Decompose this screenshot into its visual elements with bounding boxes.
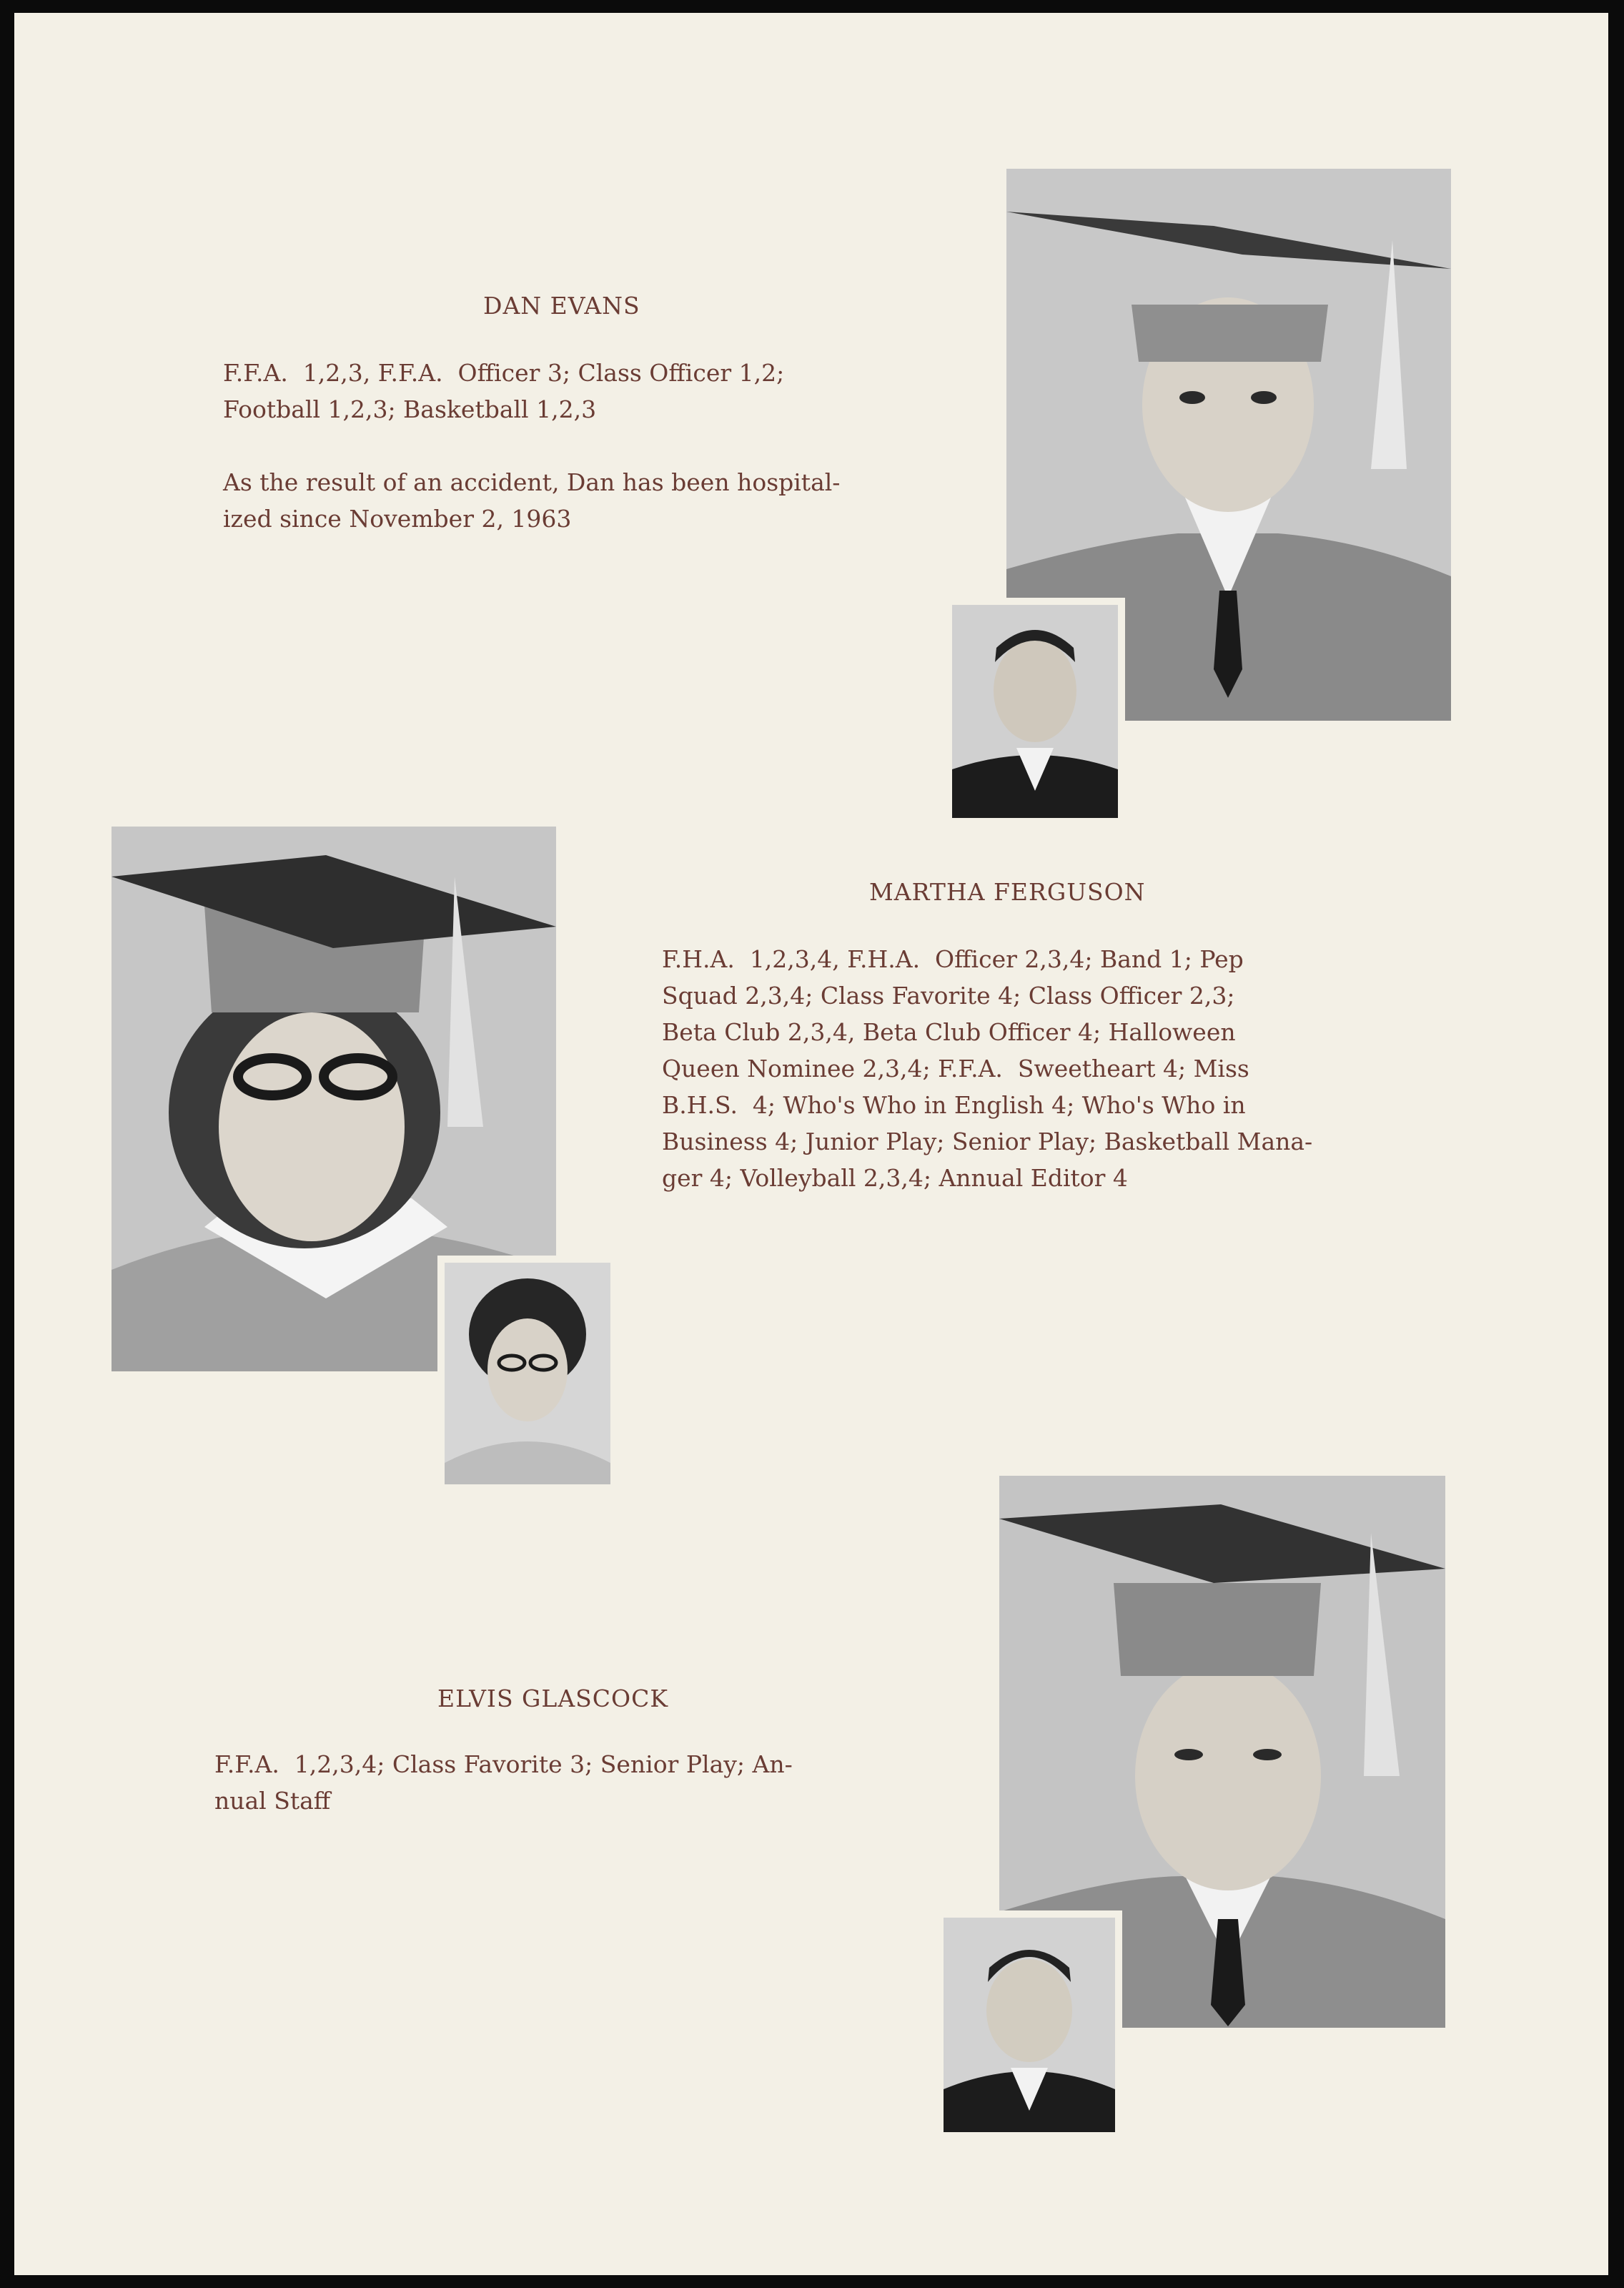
yearbook-page <box>14 13 1608 2275</box>
student-name-dan-evans: DAN EVANS <box>483 292 640 320</box>
student-name-martha-ferguson: MARTHA FERGUSON <box>869 878 1146 906</box>
bio-line: Football 1,2,3; Basketball 1,2,3 <box>223 395 597 423</box>
bio-line: F.F.A. 1,2,3, F.F.A. Officer 3; Class Officer 1,2; <box>223 359 785 387</box>
student-bio-dan-evans <box>223 355 840 537</box>
bio-line: Beta Club 2,3,4, Beta Club Officer 4; Halloween <box>662 1018 1236 1046</box>
bio-line: Business 4; Junior Play; Senior Play; Basketball Mana- <box>662 1128 1313 1155</box>
bio-line: Queen Nominee 2,3,4; F.F.A. Sweetheart 4; Miss <box>662 1055 1249 1083</box>
bio-line: nual Staff <box>214 1787 331 1815</box>
candid-portrait-martha-ferguson <box>437 1256 618 1491</box>
bio-line: Squad 2,3,4; Class Favorite 4; Class Officer 2,3; <box>662 982 1235 1010</box>
bio-line: F.H.A. 1,2,3,4, F.H.A. Officer 2,3,4; Band 1; Pep <box>662 945 1244 973</box>
bio-line: F.F.A. 1,2,3,4; Class Favorite 3; Senior Play; An- <box>214 1750 793 1778</box>
bio-line: ized since November 2, 1963 <box>223 505 572 533</box>
student-name-elvis-glascock: ELVIS GLASCOCK <box>437 1685 668 1712</box>
student-bio-elvis-glascock <box>214 1746 793 1819</box>
bio-line: As the result of an accident, Dan has been hospital- <box>223 468 841 496</box>
candid-portrait-elvis-glascock <box>936 1910 1122 2139</box>
candid-portrait-dan-evans <box>945 598 1125 825</box>
bio-line: B.H.S. 4; Who's Who in English 4; Who's Who in <box>662 1091 1246 1119</box>
student-bio-martha-ferguson <box>662 941 1312 1196</box>
bio-line: ger 4; Volleyball 2,3,4; Annual Editor 4 <box>662 1164 1128 1192</box>
